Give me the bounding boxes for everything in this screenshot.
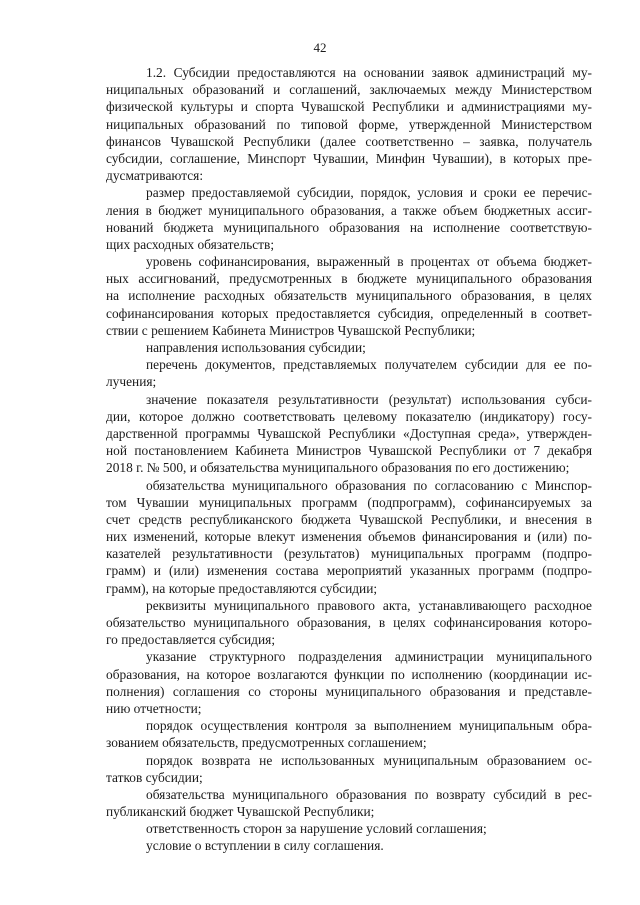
- text-line: щих расходных обязательств;: [106, 236, 275, 252]
- text-line: полнения) соглашения со стороны муниципального образования и представле-: [106, 683, 592, 699]
- text-line: обязательства муниципального образования по возврату субсидий в рес-: [146, 786, 592, 802]
- text-line: ниципальных образований и соглашений, заключаемых между Министерством: [106, 82, 592, 98]
- text-line: реквизиты муниципального правового акта, устанавливающего расходное: [146, 597, 592, 613]
- text-line: нию отчетности;: [106, 700, 202, 716]
- text-line: условие о вступлении в силу соглашения.: [146, 838, 384, 854]
- text-line: на исполнение расходных обязательств муниципального образования, в целях: [106, 288, 592, 304]
- text-line: ления в бюджет муниципального образования, а также объем бюджетных ассиг-: [106, 202, 592, 218]
- page-number: 42: [313, 40, 327, 55]
- text-line: ствии с решением Кабинета Министров Чувашской Республики;: [106, 322, 476, 338]
- text-line: 2018 г. № 500, и обязательства муниципального образования по его достижению;: [106, 460, 570, 476]
- text-line: грамм), на которые предоставляются субсидии;: [106, 580, 378, 596]
- text-line: го предоставляется субсидия;: [106, 632, 276, 648]
- text-line: счет средств республиканского бюджета Чувашской Республики, и внесения в: [106, 511, 592, 527]
- text-line: физической культуры и спорта Чувашской Республики и администрациями му-: [106, 99, 592, 115]
- text-line: дарственной программы Чувашской Республики «Доступная среда», утвержден-: [106, 425, 592, 441]
- text-line: ных ассигнований, предусмотренных в бюджете муниципального образования: [106, 271, 592, 287]
- text-line: порядок осуществления контроля за выполнением муниципальным обра-: [146, 718, 592, 734]
- text-line: уровень софинансирования, выраженный в процентах от объема бюджет-: [146, 254, 592, 270]
- text-line: софинансирования которых предоставляется субсидия, определенный в соответ-: [106, 305, 592, 321]
- text-line: публиканский бюджет Чувашской Республики;: [106, 804, 375, 820]
- text-line: субсидии, соглашение, Минспорт Чувашии, Минфин Чувашии), в которых пре-: [106, 150, 592, 166]
- text-line: размер предоставляемой субсидии, порядок, условия и сроки ее перечис-: [146, 185, 592, 201]
- text-line: грамм) и (или) изменения состава мероприятий указанных программ (подпро-: [106, 563, 592, 579]
- text-line: ниципальных образований по типовой форме, утвержденной Министерством: [106, 116, 592, 132]
- text-line: значение показателя результативности (результат) использования субси-: [146, 391, 592, 407]
- text-line: образования, на которое возлагаются функции по исполнению (координации ис-: [106, 666, 592, 682]
- text-line: финансов Чувашской Республики (далее соответственно – заявка, получатель: [106, 133, 592, 149]
- text-line: 1.2. Субсидии предоставляются на основании заявок администраций му-: [146, 65, 592, 80]
- text-line: зованием обязательств, предусмотренных соглашением;: [106, 735, 427, 751]
- text-line: казателей результативности (результатов) муниципальных программ (подпро-: [106, 546, 592, 562]
- text-line: направления использования субсидии;: [146, 340, 366, 355]
- text-line: перечень документов, представляемых получателем субсидии для ее по-: [146, 357, 592, 373]
- text-line: дусматриваются:: [106, 168, 204, 184]
- text-line: нований бюджета муниципального образования на исполнение соответствую-: [106, 219, 592, 235]
- text-line: ной постановлением Кабинета Министров Чувашской Республики от 7 декабря: [106, 443, 592, 459]
- text-line: ответственность сторон за нарушение условий соглашения;: [146, 821, 487, 837]
- text-line: обязательства муниципального образования по согласованию с Минспор-: [146, 477, 592, 493]
- text-line: них изменений, которые влекут изменения объемов финансирования и (или) по-: [106, 529, 592, 545]
- text-line: татков субсидии;: [106, 769, 203, 785]
- document-body: [106, 64, 592, 855]
- text-line: дии, которое должно соответствовать целевому показателю (индикатору) госу-: [106, 408, 592, 424]
- text-line: том Чувашии муниципальных программ (подпрограмм), софинансируемых за: [106, 494, 592, 510]
- text-line: порядок возврата не использованных муниципальным образованием ос-: [146, 752, 592, 768]
- text-line: указание структурного подразделения администрации муниципального: [146, 649, 592, 665]
- text-line: лучения;: [106, 374, 157, 390]
- text-line: обязательство муниципального образования, в целях софинансирования которо-: [106, 615, 592, 630]
